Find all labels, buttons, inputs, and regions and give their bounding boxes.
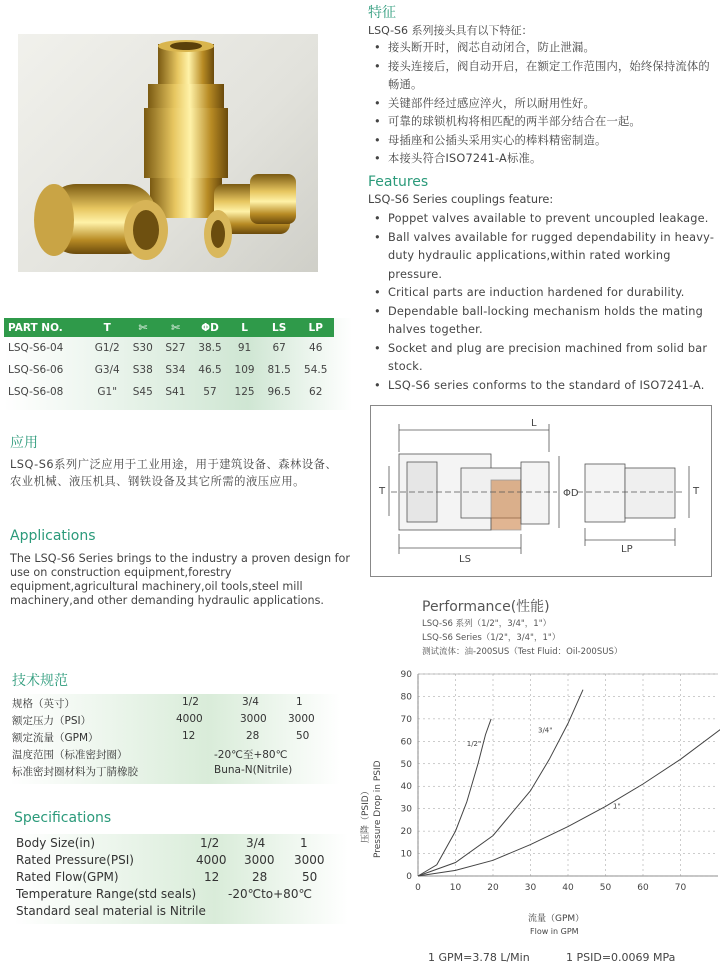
performance-chart	[360, 658, 720, 948]
spec-value: 3000	[294, 853, 325, 867]
performance-chart-svg	[360, 658, 720, 948]
list-item: • 本接头符合ISO7241-A标准。	[370, 150, 715, 169]
spec-row	[14, 853, 344, 870]
table-cell: S34	[165, 364, 186, 376]
spec-row	[10, 696, 340, 713]
chart-ylabel-cn: 压降（PSID）	[361, 786, 371, 843]
spec-value: 3000	[288, 713, 315, 725]
y-tick-label: 70	[400, 714, 412, 725]
spec-value: 50	[296, 730, 310, 742]
parts-table-band	[4, 318, 352, 410]
table-cell: 46.5	[198, 364, 222, 376]
coupling-illustration	[18, 34, 318, 272]
chart-xlabel-en: Flow in GPM	[530, 927, 579, 936]
list-item: • Critical parts are induction hardened for durability.	[370, 284, 715, 303]
list-item: • 可靠的球锁机构将相匹配的两半部分结合在一起。	[370, 113, 715, 132]
spec-value: 1/2	[182, 696, 199, 708]
x-tick-label: 10	[449, 883, 462, 893]
table-cell: 62	[309, 386, 323, 398]
spec-label: Rated Pressure(PSI)	[16, 853, 134, 867]
product-photo	[18, 34, 318, 272]
list-item: • 接头断开时，阀芯自动闭合，防止泄漏。	[370, 39, 715, 58]
applications-cn-title: 应用	[10, 435, 38, 451]
spec-value: 28	[252, 870, 268, 884]
spec-value: 1	[296, 696, 303, 708]
spec-value: 1/2	[200, 836, 220, 850]
list-item: • Dependable ball-locking mechanism holds the mating halves together.	[370, 303, 715, 340]
spec-row	[10, 713, 340, 730]
performance-line2: LSQ-S6 Series（1/2"，3/4"，1"）	[422, 633, 561, 643]
x-tick-label: 30	[524, 883, 537, 893]
y-tick-label: 0	[406, 872, 412, 882]
table-cell: 57	[203, 386, 217, 398]
y-tick-label: 60	[400, 737, 412, 748]
spec-value: Buna-N(Nitrile)	[214, 764, 293, 776]
table-cell: 109	[234, 364, 255, 376]
y-tick-label: 80	[400, 692, 412, 703]
table-row	[4, 337, 334, 359]
col-header: T	[88, 318, 126, 337]
spec-label: Body Size(in)	[16, 836, 96, 850]
features-en-intro: LSQ-S6 Series couplings feature:	[368, 193, 554, 206]
table-cell: 81.5	[267, 364, 291, 376]
table-cell: 96.5	[267, 386, 291, 398]
table-cell: 91	[237, 342, 252, 354]
applications-en-title: Applications	[10, 528, 96, 544]
table-header-row	[4, 318, 334, 337]
spec-value: 3/4	[242, 696, 259, 708]
list-item: • Socket and plug are precision machined from solid bar stock.	[370, 340, 715, 377]
dim-T-right: T	[693, 486, 700, 497]
chart-series	[418, 690, 720, 876]
col-header: ΦD	[192, 318, 229, 337]
conversion-psid: 1 PSID=0.0069 MPa	[566, 951, 676, 964]
list-item: • Ball valves available for rugged dependability in heavy-duty hydraulic applications,within rated working pressure.	[370, 229, 715, 285]
features-cn-title: 特征	[368, 5, 396, 21]
performance-line3: 测试流体：油-200SUS（Test Fluid：Oil-200SUS）	[422, 647, 623, 657]
series-label: 1"	[613, 802, 621, 811]
list-item: • 关键部件经过感应淬火，所以耐用性好。	[370, 95, 715, 114]
spec-value: 4000	[176, 713, 203, 725]
spec-row	[10, 764, 340, 781]
spec-label: 标准密封圈材料为丁腈橡胶	[12, 766, 138, 778]
x-tick-label: 40	[562, 883, 574, 893]
y-tick-label: 40	[400, 782, 412, 793]
features-en-title: Features	[368, 174, 429, 190]
spec-value: 3/4	[246, 836, 266, 850]
series-label: 3/4"	[538, 726, 553, 735]
table-cell: 46	[309, 342, 323, 354]
table-cell: 38.5	[198, 342, 222, 354]
performance-line1: LSQ-S6 系列（1/2"，3/4"，1"）	[422, 619, 552, 629]
dim-LP: LP	[621, 544, 633, 555]
performance-title-cn: (性能)	[510, 599, 550, 615]
spec-value: 4000	[196, 853, 227, 867]
dim-D: ΦD	[563, 488, 579, 499]
x-tick-label: 20	[487, 883, 499, 893]
spec-label: 额定流量（GPM）	[12, 732, 99, 744]
spec-row	[14, 870, 344, 887]
y-tick-label: 20	[400, 827, 412, 838]
coupling-section-drawing	[371, 406, 711, 576]
chart-xlabel-cn: 流量（GPM）	[528, 914, 585, 924]
dim-LS: LS	[459, 554, 471, 565]
x-tick-label: 60	[637, 883, 649, 893]
wrench-icon: ✄	[126, 318, 159, 337]
features-cn-list	[370, 39, 715, 169]
series-label: 1/2"	[466, 739, 482, 748]
performance-title-en: Performance	[422, 599, 511, 615]
table-cell: LSQ-S6-06	[8, 364, 64, 376]
y-tick-label: 90	[400, 670, 412, 680]
table-cell: G1/2	[94, 342, 120, 354]
dim-L: L	[531, 418, 537, 429]
chart-grid	[418, 674, 718, 876]
table-cell: S41	[165, 386, 186, 398]
col-header: PART NO.	[4, 318, 88, 337]
list-item: • LSQ-S6 series conforms to the standard of ISO7241-A.	[370, 377, 715, 396]
performance-title	[422, 596, 550, 616]
table-cell: S38	[132, 364, 153, 376]
table-row	[4, 381, 334, 403]
spec-value: 12	[204, 870, 220, 884]
specs-cn-table	[10, 694, 340, 784]
spec-value: 28	[246, 730, 260, 742]
spec-label: Temperature Range(std seals)	[16, 887, 197, 901]
list-item: • Poppet valves available to prevent uncoupled leakage.	[370, 210, 715, 229]
specs-en-title: Specifications	[14, 810, 112, 826]
table-cell: G3/4	[94, 364, 120, 376]
y-tick-label: 10	[400, 849, 412, 860]
spec-row	[10, 730, 340, 747]
features-en-list	[370, 210, 715, 395]
table-cell: 54.5	[304, 364, 328, 376]
spec-label: 温度范围（标准密封圈）	[12, 749, 128, 761]
col-header: LS	[261, 318, 298, 337]
spec-label: Rated Flow(GPM)	[16, 870, 119, 884]
applications-en-text: The LSQ-S6 Series brings to the industry a proven design for use on construction equipment,forestry equipment,agricultural machinery,oil tools,steel mill machinery,and other demanding hydraulic applications.	[10, 552, 350, 607]
series-line	[418, 690, 583, 876]
spec-row	[14, 887, 344, 904]
chart-ylabel-en: Pressure Drop in PSID	[373, 760, 383, 858]
applications-cn-text: LSQ-S6系列广泛应用于工业用途，用于建筑设备、森林设备、农业机械、液压机具、钢铁设备及其它所需的液压应用。	[10, 458, 338, 488]
table-cell: LSQ-S6-04	[8, 342, 64, 354]
spec-label: Standard seal material is Nitrile	[16, 904, 206, 918]
dim-T-left: T	[379, 486, 386, 497]
spec-value: 50	[302, 870, 318, 884]
table-cell: S45	[132, 386, 153, 398]
spec-value: -20℃to+80℃	[228, 887, 312, 901]
technical-drawing	[370, 405, 712, 577]
x-tick-label: 0	[415, 883, 421, 893]
spec-row	[10, 747, 340, 764]
table-row	[4, 359, 334, 381]
spec-row	[14, 904, 344, 921]
table-cell: LSQ-S6-08	[8, 386, 64, 398]
y-tick-label: 50	[400, 759, 412, 770]
spec-value: 1	[300, 836, 308, 850]
spec-value: 12	[182, 730, 196, 742]
table-cell: 125	[234, 386, 255, 398]
specs-en-table	[14, 834, 348, 924]
table-cell: S27	[165, 342, 186, 354]
list-item: • 接头连接后，阀自动开启，在额定工作范围内，始终保持流体的畅通。	[370, 58, 715, 95]
table-cell: 67	[272, 342, 286, 354]
conversion-gpm: 1 GPM=3.78 L/Min	[428, 951, 530, 964]
specs-cn-title: 技术规范	[12, 673, 68, 689]
spec-label: 规格（英寸）	[12, 698, 75, 710]
features-cn-intro: LSQ-S6 系列接头具有以下特征：	[368, 24, 533, 37]
table-cell: S30	[132, 342, 153, 354]
spec-label: 额定压力（PSI）	[12, 715, 92, 727]
spec-value: 3000	[244, 853, 275, 867]
list-item: • 母插座和公插头采用实心的棒料精密制造。	[370, 132, 715, 151]
y-tick-label: 30	[400, 804, 412, 815]
col-header: LP	[297, 318, 334, 337]
table-cell: G1"	[97, 386, 118, 398]
spec-value: 3000	[240, 713, 267, 725]
chart-ticks	[401, 670, 687, 893]
col-header: L	[228, 318, 261, 337]
x-tick-label: 50	[599, 883, 612, 893]
spec-row	[14, 836, 344, 853]
x-tick-label: 70	[674, 883, 687, 893]
wrench-icon: ✄	[159, 318, 192, 337]
parts-table	[4, 318, 334, 403]
spec-value: -20℃至+80℃	[214, 749, 288, 761]
